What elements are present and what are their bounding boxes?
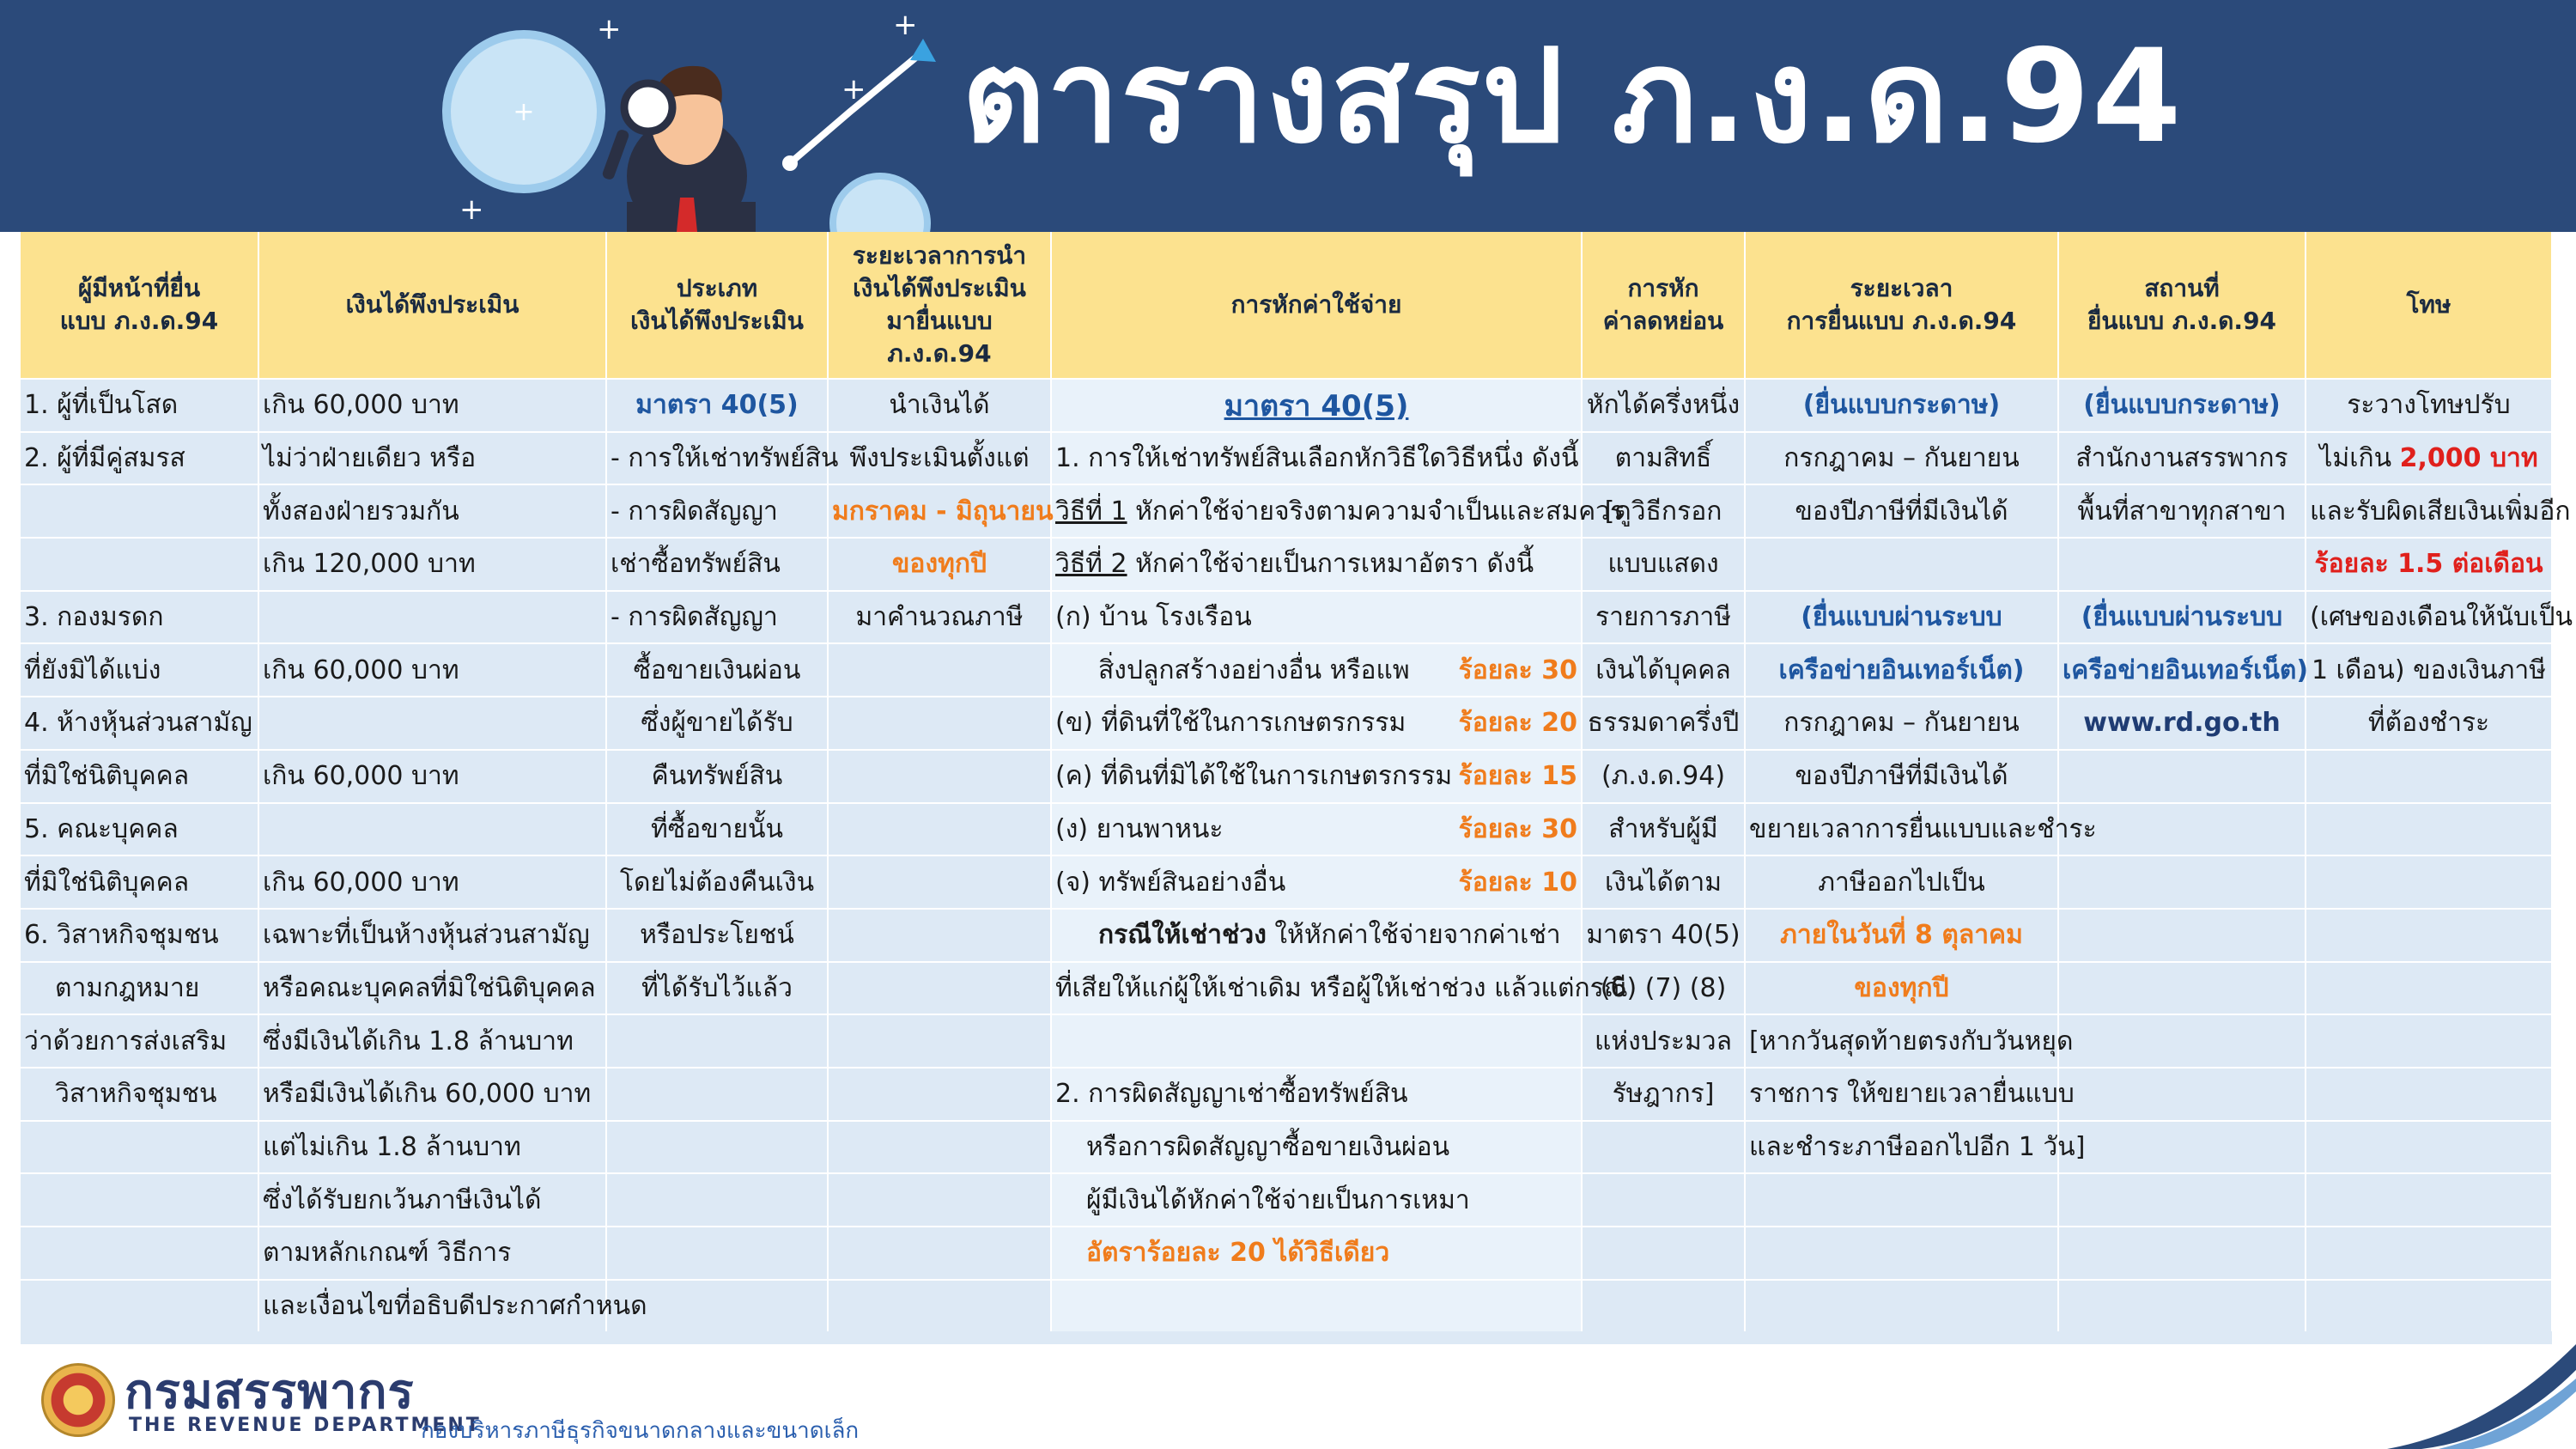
table-cell: [2058, 1014, 2306, 1068]
svg-text:+: +: [513, 97, 535, 127]
table-cell: ผู้มีเงินได้หักค่าใช้จ่ายเป็นการเหมา: [1051, 1173, 1582, 1227]
table-cell: [หากวันสุดท้ายตรงกับวันหยุด: [1745, 1014, 2058, 1068]
table-cell: [828, 697, 1051, 750]
table-cell: เงินได้บุคคล: [1582, 643, 1745, 697]
page-title: ตารางสรุป ภ.ง.ด.94: [962, 22, 2184, 172]
table-cell: (ยื่นแบบผ่านระบบ: [1745, 591, 2058, 644]
table-cell: [21, 1121, 258, 1174]
table-cell: (ง) ยานพาหนะ ร้อยละ 30: [1051, 803, 1582, 856]
table-cell: [828, 855, 1051, 909]
table-cell: ซึ่งได้รับยกเว้นภาษีเงินได้: [258, 1173, 606, 1227]
table-cell: หรือคณะบุคคลที่มิใช่นิติบุคคล: [258, 962, 606, 1015]
table-cell: (ก) บ้าน โรงเรือน: [1051, 591, 1582, 644]
table-cell: [2306, 1068, 2552, 1121]
table-cell: [828, 1280, 1051, 1332]
table-cell: [606, 1014, 828, 1068]
table-cell: (ยื่นแบบกระดาษ): [1745, 379, 2058, 432]
revenue-department-seal-icon: [41, 1363, 115, 1437]
table-cell: แบบแสดง: [1582, 538, 1745, 591]
table-cell: [2306, 1173, 2552, 1227]
table-cell: [21, 484, 258, 538]
svg-text:+: +: [597, 12, 622, 46]
table-cell: [2306, 909, 2552, 962]
table-cell: [828, 643, 1051, 697]
table-cell: วิสาหกิจชุมชน: [21, 1068, 258, 1121]
table-cell: [606, 1121, 828, 1174]
table-cell: ตามสิทธิ์: [1582, 432, 1745, 485]
table-cell: [606, 1227, 828, 1280]
table-cell: ที่มิใช่นิติบุคคล: [21, 750, 258, 803]
table-cell: [2058, 1227, 2306, 1280]
table-cell: มาคำนวณภาษี: [828, 591, 1051, 644]
table-cell: เงินได้ตาม: [1582, 855, 1745, 909]
table-cell: ซื้อขายเงินผ่อน: [606, 643, 828, 697]
table-cell: [2058, 1173, 2306, 1227]
table-cell: ราชการ ให้ขยายเวลายื่นแบบ: [1745, 1068, 2058, 1121]
table-cell: [828, 1227, 1051, 1280]
table-row: [21, 484, 2552, 538]
table-row: [21, 643, 2552, 697]
table-cell: [1582, 1280, 1745, 1332]
table-cell: [2058, 1068, 2306, 1121]
table-cell: [828, 962, 1051, 1015]
table-cell: (ข) ที่ดินที่ใช้ในการเกษตรกรรม ร้อยละ 20: [1051, 697, 1582, 750]
table-cell: [828, 1173, 1051, 1227]
table-cell: สำนักงานสรรพากร: [2058, 432, 2306, 485]
table-row: [21, 1227, 2552, 1280]
header-filer: ผู้มีหน้าที่ยื่น แบบ ภ.ง.ด.94: [21, 232, 258, 379]
table-cell: เกิน 60,000 บาท: [258, 379, 606, 432]
header-income-type: ประเภท เงินได้พึงประเมิน: [606, 232, 828, 379]
footer: [0, 1344, 2576, 1449]
table-cell: [258, 591, 606, 644]
table-cell: เฉพาะที่เป็นห้างหุ้นส่วนสามัญ: [258, 909, 606, 962]
table-cell: [828, 1068, 1051, 1121]
table-cell: ซึ่งผู้ขายได้รับ: [606, 697, 828, 750]
table-cell: ที่ได้รับไว้แล้ว: [606, 962, 828, 1015]
table-cell: เกิน 60,000 บาท: [258, 855, 606, 909]
title-banner: [0, 0, 2576, 232]
summary-table-wrap: [21, 232, 2573, 1344]
table-cell: ซึ่งมีเงินได้เกิน 1.8 ล้านบาท: [258, 1014, 606, 1068]
table-cell: [21, 1280, 258, 1332]
table-cell: (ค) ที่ดินที่มิได้ใช้ในการเกษตรกรรม ร้อยละ 15: [1051, 750, 1582, 803]
table-cell: โดยไม่ต้องคืนเงิน: [606, 855, 828, 909]
table-cell: มาตรา 40(5): [606, 379, 828, 432]
table-cell: - การผิดสัญญา: [606, 484, 828, 538]
table-row: [21, 697, 2552, 750]
table-row: [21, 962, 2552, 1015]
table-cell: 2. การผิดสัญญาเช่าซื้อทรัพย์สิน: [1051, 1068, 1582, 1121]
table-cell: ที่ยังมิได้แบ่ง: [21, 643, 258, 697]
table-cell: [2058, 855, 2306, 909]
table-cell: [2058, 1121, 2306, 1174]
table-cell: [1051, 1014, 1582, 1068]
magnifier-man-illustration: [429, 0, 945, 232]
table-cell: และชำระภาษีออกไปอีก 1 วัน]: [1745, 1121, 2058, 1174]
header-income: เงินได้พึงประเมิน: [258, 232, 606, 379]
table-cell: [828, 909, 1051, 962]
division-name: กองบริหารภาษีธุรกิจขนาดกลางและขนาดเล็ก: [421, 1418, 860, 1444]
table-cell: ที่ต้องชำระ: [2306, 697, 2552, 750]
table-cell: [2306, 1014, 2552, 1068]
table-cell: [828, 803, 1051, 856]
header-income-period: ระยะเวลาการนำ เงินได้พึงประเมิน มายื่นแบบ ภ.ง.ด.94: [828, 232, 1051, 379]
table-cell: [2058, 1280, 2306, 1332]
table-row: [21, 1068, 2552, 1121]
table-cell: [2058, 750, 2306, 803]
table-cell: วิธีที่ 1 หักค่าใช้จ่ายจริงตามความจำเป็นและสมควร: [1051, 484, 1582, 538]
svg-text:+: +: [893, 8, 918, 42]
table-cell: ไม่เกิน 2,000 บาท: [2306, 432, 2552, 485]
table-cell: 4. ห้างหุ้นส่วนสามัญ: [21, 697, 258, 750]
table-cell: [2306, 962, 2552, 1015]
table-cell: 1 เดือน) ของเงินภาษี: [2306, 643, 2552, 697]
table-row: [21, 432, 2552, 485]
table-cell: วิธีที่ 2 หักค่าใช้จ่ายเป็นการเหมาอัตรา ดังนี้: [1051, 538, 1582, 591]
svg-text:+: +: [459, 192, 484, 227]
table-cell: ที่มิใช่นิติบุคคล: [21, 855, 258, 909]
table-cell: เครือข่ายอินเทอร์เน็ต): [1745, 643, 2058, 697]
table-cell: เกิน 60,000 บาท: [258, 750, 606, 803]
table-cell: (เศษของเดือนให้นับเป็น: [2306, 591, 2552, 644]
table-cell: เกิน 120,000 บาท: [258, 538, 606, 591]
table-row: [21, 803, 2552, 856]
table-cell: [2306, 1280, 2552, 1332]
table-cell: [258, 803, 606, 856]
table-cell: (ยื่นแบบผ่านระบบ: [2058, 591, 2306, 644]
table-cell: ตามกฎหมาย: [21, 962, 258, 1015]
logo-thai-text: กรมสรรพากร: [125, 1364, 415, 1420]
table-cell: สำหรับผู้มี: [1582, 803, 1745, 856]
table-cell: - การให้เช่าทรัพย์สิน: [606, 432, 828, 485]
table-row: [21, 855, 2552, 909]
table-cell: [21, 538, 258, 591]
table-cell: [1745, 1227, 2058, 1280]
table-cell: ของปีภาษีที่มีเงินได้: [1745, 484, 2058, 538]
table-cell: ภาษีออกไปเป็น: [1745, 855, 2058, 909]
table-cell: [258, 697, 606, 750]
logo-english-text: THE REVENUE DEPARTMENT: [129, 1415, 482, 1436]
table-cell: 1. ผู้ที่เป็นโสด: [21, 379, 258, 432]
table-row: [21, 909, 2552, 962]
svg-text:+: +: [841, 72, 866, 107]
table-cell: 1. การให้เช่าทรัพย์สินเลือกหักวิธีใดวิธีหนึ่ง ดังนี้: [1051, 432, 1582, 485]
table-cell: พึงประเมินตั้งแต่: [828, 432, 1051, 485]
table-cell: ทั้งสองฝ่ายรวมกัน: [258, 484, 606, 538]
table-cell: [2058, 909, 2306, 962]
table-cell: [2058, 962, 2306, 1015]
table-cell: - การผิดสัญญา: [606, 591, 828, 644]
table-cell: [2306, 1227, 2552, 1280]
table-cell: 6. วิสาหกิจชุมชน: [21, 909, 258, 962]
header-filing-place: สถานที่ ยื่นแบบ ภ.ง.ด.94: [2058, 232, 2306, 379]
table-cell: [2306, 1121, 2552, 1174]
table-cell: มาตรา 40(5): [1582, 909, 1745, 962]
table-cell: ไม่ว่าฝ่ายเดียว หรือ: [258, 432, 606, 485]
header-allowance: การหัก ค่าลดหย่อน: [1582, 232, 1745, 379]
table-cell: อัตราร้อยละ 20 ได้วิธีเดียว: [1051, 1227, 1582, 1280]
table-cell: หรือการผิดสัญญาซื้อขายเงินผ่อน: [1051, 1121, 1582, 1174]
table-cell: (จ) ทรัพย์สินอย่างอื่น ร้อยละ 10: [1051, 855, 1582, 909]
table-cell: [ดูวิธีกรอก: [1582, 484, 1745, 538]
header-expense-deduction: การหักค่าใช้จ่าย: [1051, 232, 1582, 379]
table-cell: [1745, 1173, 2058, 1227]
table-row: [21, 538, 2552, 591]
table-cell: รัษฎากร]: [1582, 1068, 1745, 1121]
decorative-swoosh-icon: [2387, 1344, 2576, 1449]
table-cell: [1582, 1121, 1745, 1174]
table-cell: รายการภาษี: [1582, 591, 1745, 644]
table-cell: แต่ไม่เกิน 1.8 ล้านบาท: [258, 1121, 606, 1174]
table-cell: หักได้ครึ่งหนึ่ง: [1582, 379, 1745, 432]
table-cell: เครือข่ายอินเทอร์เน็ต): [2058, 643, 2306, 697]
table-cell: [2306, 750, 2552, 803]
table-cell: [2306, 803, 2552, 856]
table-cell: www.rd.go.th: [2058, 697, 2306, 750]
table-row: [21, 379, 2552, 432]
table-cell: (ภ.ง.ด.94): [1582, 750, 1745, 803]
table-cell: [2306, 855, 2552, 909]
table-cell: [2058, 538, 2306, 591]
table-cell: 5. คณะบุคคล: [21, 803, 258, 856]
table-cell: แห่งประมวล: [1582, 1014, 1745, 1068]
table-cell: กรกฎาคม – กันยายน: [1745, 432, 2058, 485]
table-cell: ตามหลักเกณฑ์ วิธีการ: [258, 1227, 606, 1280]
table-row: [21, 591, 2552, 644]
table-cell: ของปีภาษีที่มีเงินได้: [1745, 750, 2058, 803]
table-cell: [21, 1227, 258, 1280]
table-cell: [606, 1068, 828, 1121]
summary-table: [21, 232, 2573, 1331]
table-cell: [1582, 1173, 1745, 1227]
table-cell: กรกฎาคม – กันยายน: [1745, 697, 2058, 750]
table-cell: [828, 750, 1051, 803]
table-cell: มกราคม - มิถุนายน: [828, 484, 1051, 538]
table-cell: [21, 1173, 258, 1227]
header-row: [21, 232, 2552, 379]
table-cell: และเงื่อนไขที่อธิบดีประกาศกำหนด: [258, 1280, 606, 1332]
table-cell: [1051, 1280, 1582, 1332]
table-cell: [828, 1014, 1051, 1068]
table-cell: นำเงินได้: [828, 379, 1051, 432]
table-row: [21, 1173, 2552, 1227]
table-cell: ที่เสียให้แก่ผู้ให้เช่าเดิม หรือผู้ให้เช่าช่วง แล้วแต่กรณี: [1051, 962, 1582, 1015]
table-cell: พื้นที่สาขาทุกสาขา: [2058, 484, 2306, 538]
table-cell: ธรรมดาครึ่งปี: [1582, 697, 1745, 750]
table-cell: (ยื่นแบบกระดาษ): [2058, 379, 2306, 432]
table-cell: [1745, 538, 2058, 591]
table-cell: ที่ซื้อขายนั้น: [606, 803, 828, 856]
table-row: [21, 1014, 2552, 1068]
table-cell: [606, 1173, 828, 1227]
table-cell: ของทุกปี: [1745, 962, 2058, 1015]
table-cell: 3. กองมรดก: [21, 591, 258, 644]
table-cell: (6) (7) (8): [1582, 962, 1745, 1015]
table-row: [21, 1121, 2552, 1174]
table-cell: [1745, 1280, 2058, 1332]
table-cell: กรณีให้เช่าช่วง ให้หักค่าใช้จ่ายจากค่าเช่า: [1051, 909, 1582, 962]
table-cell: หรือประโยชน์: [606, 909, 828, 962]
table-cell: [828, 1121, 1051, 1174]
table-cell: 2. ผู้ที่มีคู่สมรส: [21, 432, 258, 485]
table-cell: เกิน 60,000 บาท: [258, 643, 606, 697]
table-cell: หรือมีเงินได้เกิน 60,000 บาท: [258, 1068, 606, 1121]
table-cell: ว่าด้วยการส่งเสริม: [21, 1014, 258, 1068]
table-cell: [1582, 1227, 1745, 1280]
table-cell: และรับผิดเสียเงินเพิ่มอีก: [2306, 484, 2552, 538]
table-row: [21, 750, 2552, 803]
table-cell: คืนทรัพย์สิน: [606, 750, 828, 803]
table-cell: เช่าซื้อทรัพย์สิน: [606, 538, 828, 591]
header-filing-period: ระยะเวลา การยื่นแบบ ภ.ง.ด.94: [1745, 232, 2058, 379]
table-cell: มาตรา 40(5): [1051, 379, 1582, 432]
header-penalty: โทษ: [2306, 232, 2552, 379]
table-row: [21, 1280, 2552, 1332]
table-cell: ขยายเวลาการยื่นแบบและชำระ: [1745, 803, 2058, 856]
table-cell: ระวางโทษปรับ: [2306, 379, 2552, 432]
table-cell: ของทุกปี: [828, 538, 1051, 591]
table-cell: สิ่งปลูกสร้างอย่างอื่น หรือแพ ร้อยละ 30: [1051, 643, 1582, 697]
table-cell: ภายในวันที่ 8 ตุลาคม: [1745, 909, 2058, 962]
table-cell: ร้อยละ 1.5 ต่อเดือน: [2306, 538, 2552, 591]
